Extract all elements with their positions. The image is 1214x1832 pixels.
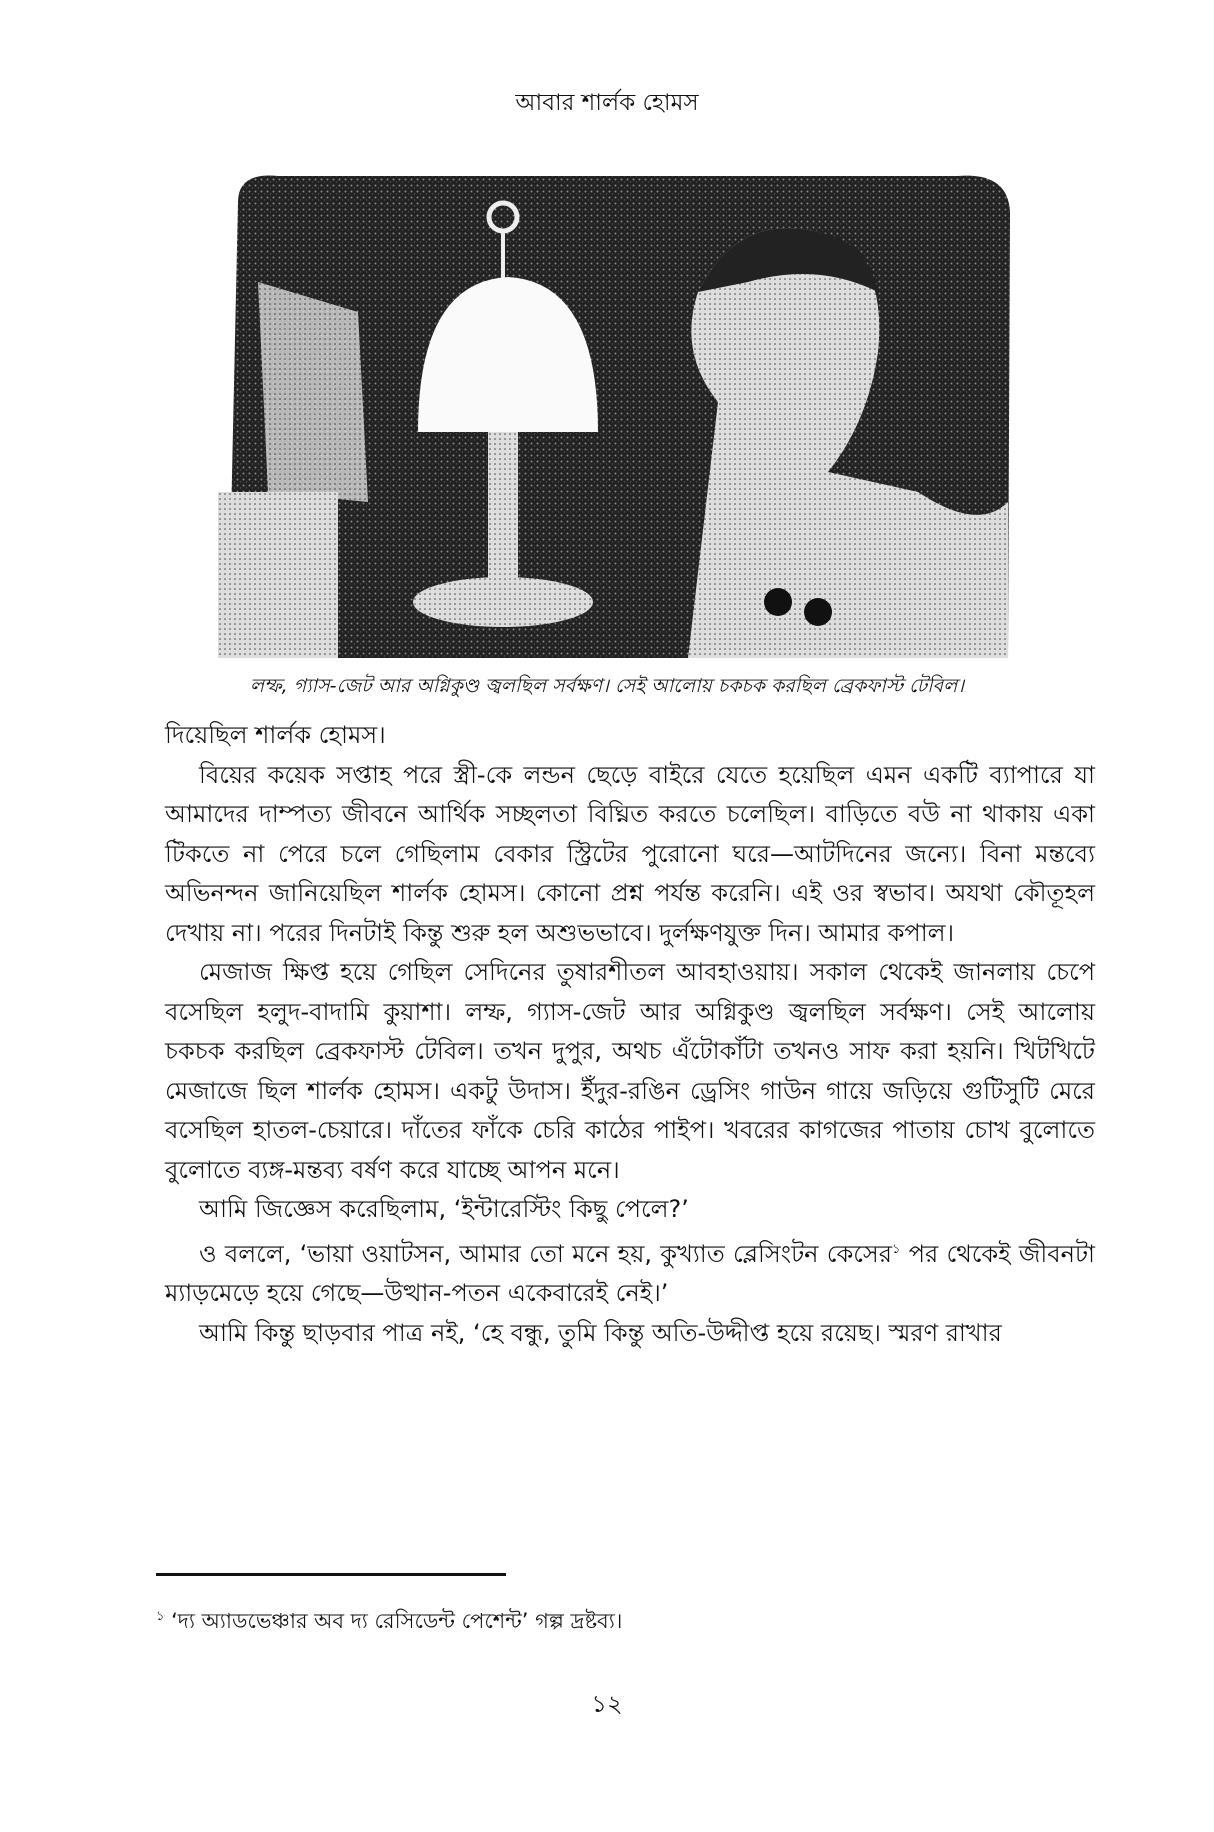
body-text [165,716,1095,1353]
paragraph [165,1230,1095,1314]
paragraph-text: ও বললে, ‘ভায়া ওয়াটসন, আমার তো মনে হয়, কুখ্যাত ব্লেসিংটন কেসের [199,1239,892,1268]
footnote-reference[interactable]: ১ [891,1241,901,1257]
paragraph: আমি জিজ্ঞেস করেছিলাম, ‘ইন্টারেস্টিং কিছু পেলে?’ [199,1195,689,1223]
paragraph: মেজাজ ক্ষিপ্ত হয়ে গেছিল সেদিনের তুষারশীতল আবহাওয়ায়। সকাল থেকেই জানলায় চেপে বসেছিল হলুদ-বাদামি কুয়াশা। লম্ফ, গ্যাস-জেট আর অগ্নিকুণ্ড জ্বলছিল সর্বক্ষণ। সেই আলোয় চকচক করছিল ব্রেকফাস্ট টেবিল। তখন দুপুর, অথচ এঁটোকাঁটা তখনও সাফ করা হয়নি। খিটখিটে মেজাজে ছিল শার্লক হোমস। একটু উদাস। ইঁদুর-রঙিন ড্রেসিং গাউন গায়ে জড়িয়ে গুটিসুটি মেরে বসেছিল হাতল-চেয়ারে। দাঁতের ফাঁকে চেরি কাঠের পাইপ। খবরের কাগজের পাতায় চোখ বুলোতে বুলোতে ব্যঙ্গ-মন্তব্য বর্ষণ করে যাচ্ছে আপন মনে। [165,958,1095,1184]
footnote-divider [156,1573,506,1576]
footnote-marker: ১ [156,1609,165,1624]
illustration-caption: লম্ফ, গ্যাস-জেট আর অগ্নিকুণ্ড জ্বলছিল সর্বক্ষণ। সেই আলোয় চকচক করছিল ব্রেকফাস্ট টেবিল। [249,675,965,697]
running-head: আবার শার্লক হোমস [515,90,699,116]
paragraph: বিয়ের কয়েক সপ্তাহ পরে স্ত্রী-কে লন্ডন ছেড়ে বাইরে যেতে হয়েছিল এমন একটি ব্যাপারে যা আমাদের দাম্পত্য জীবনে আর্থিক সচ্ছলতা বিঘ্নিত করতে চলেছিল। বাড়িতে বউ না থাকায় একা টিকতে না পেরে চলে গেছিলাম বেকার স্ট্রিটের পুরোনো ঘরে—আটদিনের জন্যে। বিনা মন্তব্যে অভিনন্দন জানিয়েছিল শার্লক হোমস। কোনো প্রশ্ন পর্যন্ত করেনি। এই ওর স্বভাব। অযথা কৌতূহল দেখায় না। পরের দিনটাই কিন্তু শুরু হল অশুভভাবে। দুর্লক্ষণযুক্ত দিন। আমার কপাল। [165,760,1095,947]
paragraph: আমি কিন্তু ছাড়বার পাত্র নই, ‘হে বন্ধু, তুমি কিন্তু অতি-উদ্দীপ্ত হয়ে রয়েছ। স্মরণ রাখার [199,1318,1002,1347]
paragraph-text: পর থেকেই জীবনটা ম্যাড়মেড়ে হয়ে গেছে—উত্থান-পতন একেবারেই নেই।’ [165,1239,1095,1307]
footnote-text: ‘দ্য অ্যাডভেঞ্চার অব দ্য রেসিডেন্ট পেশেন্ট’ গল্প দ্রষ্টব্য। [171,1609,623,1633]
footnote [156,1605,622,1640]
illustration [218,172,1014,658]
page-number: ১২ [591,1690,623,1718]
paragraph: দিয়েছিল শার্লক হোমস। [165,721,386,749]
